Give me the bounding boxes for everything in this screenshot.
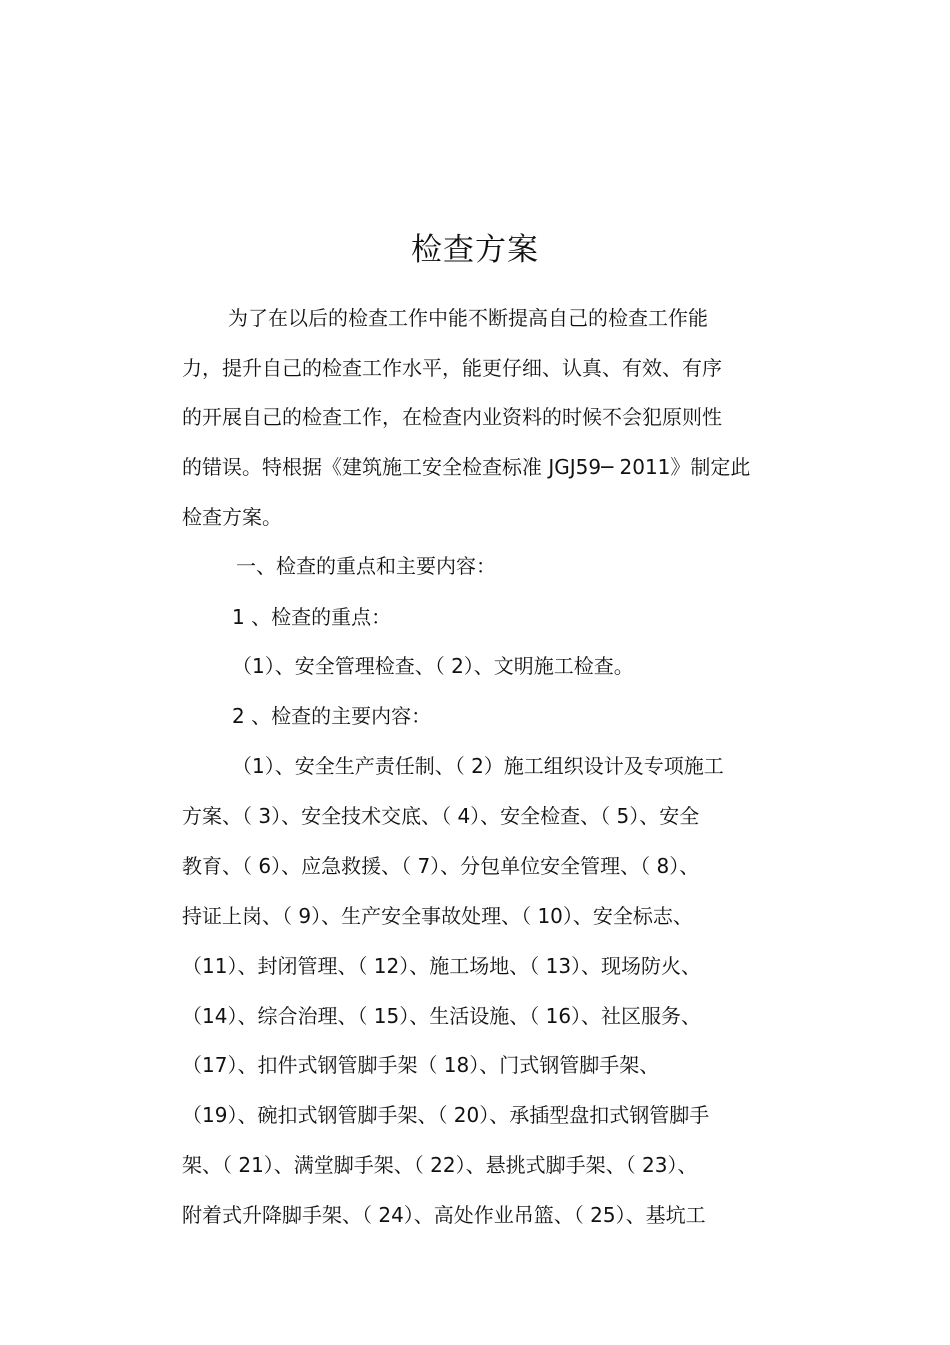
body-line: 附着式升降脚手架、（ 24）、高处作业吊篮、（ 25）、基坑工 xyxy=(182,1203,706,1227)
body-line: 方案、（ 3）、安全技术交底、（ 4）、安全检查、（ 5）、安全 xyxy=(182,804,700,828)
body-line: 教育、（ 6）、应急救援、（ 7）、分包单位安全管理、（ 8）、 xyxy=(182,854,700,878)
body-line: （14）、综合治理、（ 15）、生活设施、（ 16）、社区服务、 xyxy=(182,1004,702,1028)
body-line: 的错误。特根据《建筑施工安全检查标准 JGJ59─ 2011》制定此 xyxy=(182,455,751,479)
body-line: （11）、封闭管理、（ 12）、施工场地、（ 13）、现场防火、 xyxy=(182,954,702,978)
body-line: 力，提升自己的检查工作水平，能更仔细、认真、有效、有序 xyxy=(182,356,722,380)
body-line: 持证上岗、（ 9）、生产安全事故处理、（ 10）、安全标志、 xyxy=(182,904,693,928)
body-line: （17）、扣件式钢管脚手架（ 18）、门式钢管脚手架、 xyxy=(182,1053,660,1077)
body-line: 检查方案。 xyxy=(182,505,282,529)
body-line: （1）、安全生产责任制、（ 2）施工组织设计及专项施工 xyxy=(232,754,724,778)
body-line: 的开展自己的检查工作，在检查内业资料的时候不会犯原则性 xyxy=(182,405,722,429)
body-line: 为了在以后的检查工作中能不断提高自己的检查工作能 xyxy=(228,306,708,330)
section-heading: 一、检查的重点和主要内容： xyxy=(236,554,496,578)
subsection-heading: 1 、检查的重点： xyxy=(232,605,392,629)
document-title: 检查方案 xyxy=(411,232,539,268)
body-line: 架、（ 21）、满堂脚手架、（ 22）、悬挑式脚手架、（ 23）、 xyxy=(182,1153,698,1177)
subsection-heading: 2 、检查的主要内容： xyxy=(232,704,432,728)
body-line: （1）、安全管理检查、（ 2）、文明施工检查。 xyxy=(232,654,634,678)
body-line: （19）、碗扣式钢管脚手架、（ 20）、承插型盘扣式钢管脚手 xyxy=(182,1103,710,1127)
